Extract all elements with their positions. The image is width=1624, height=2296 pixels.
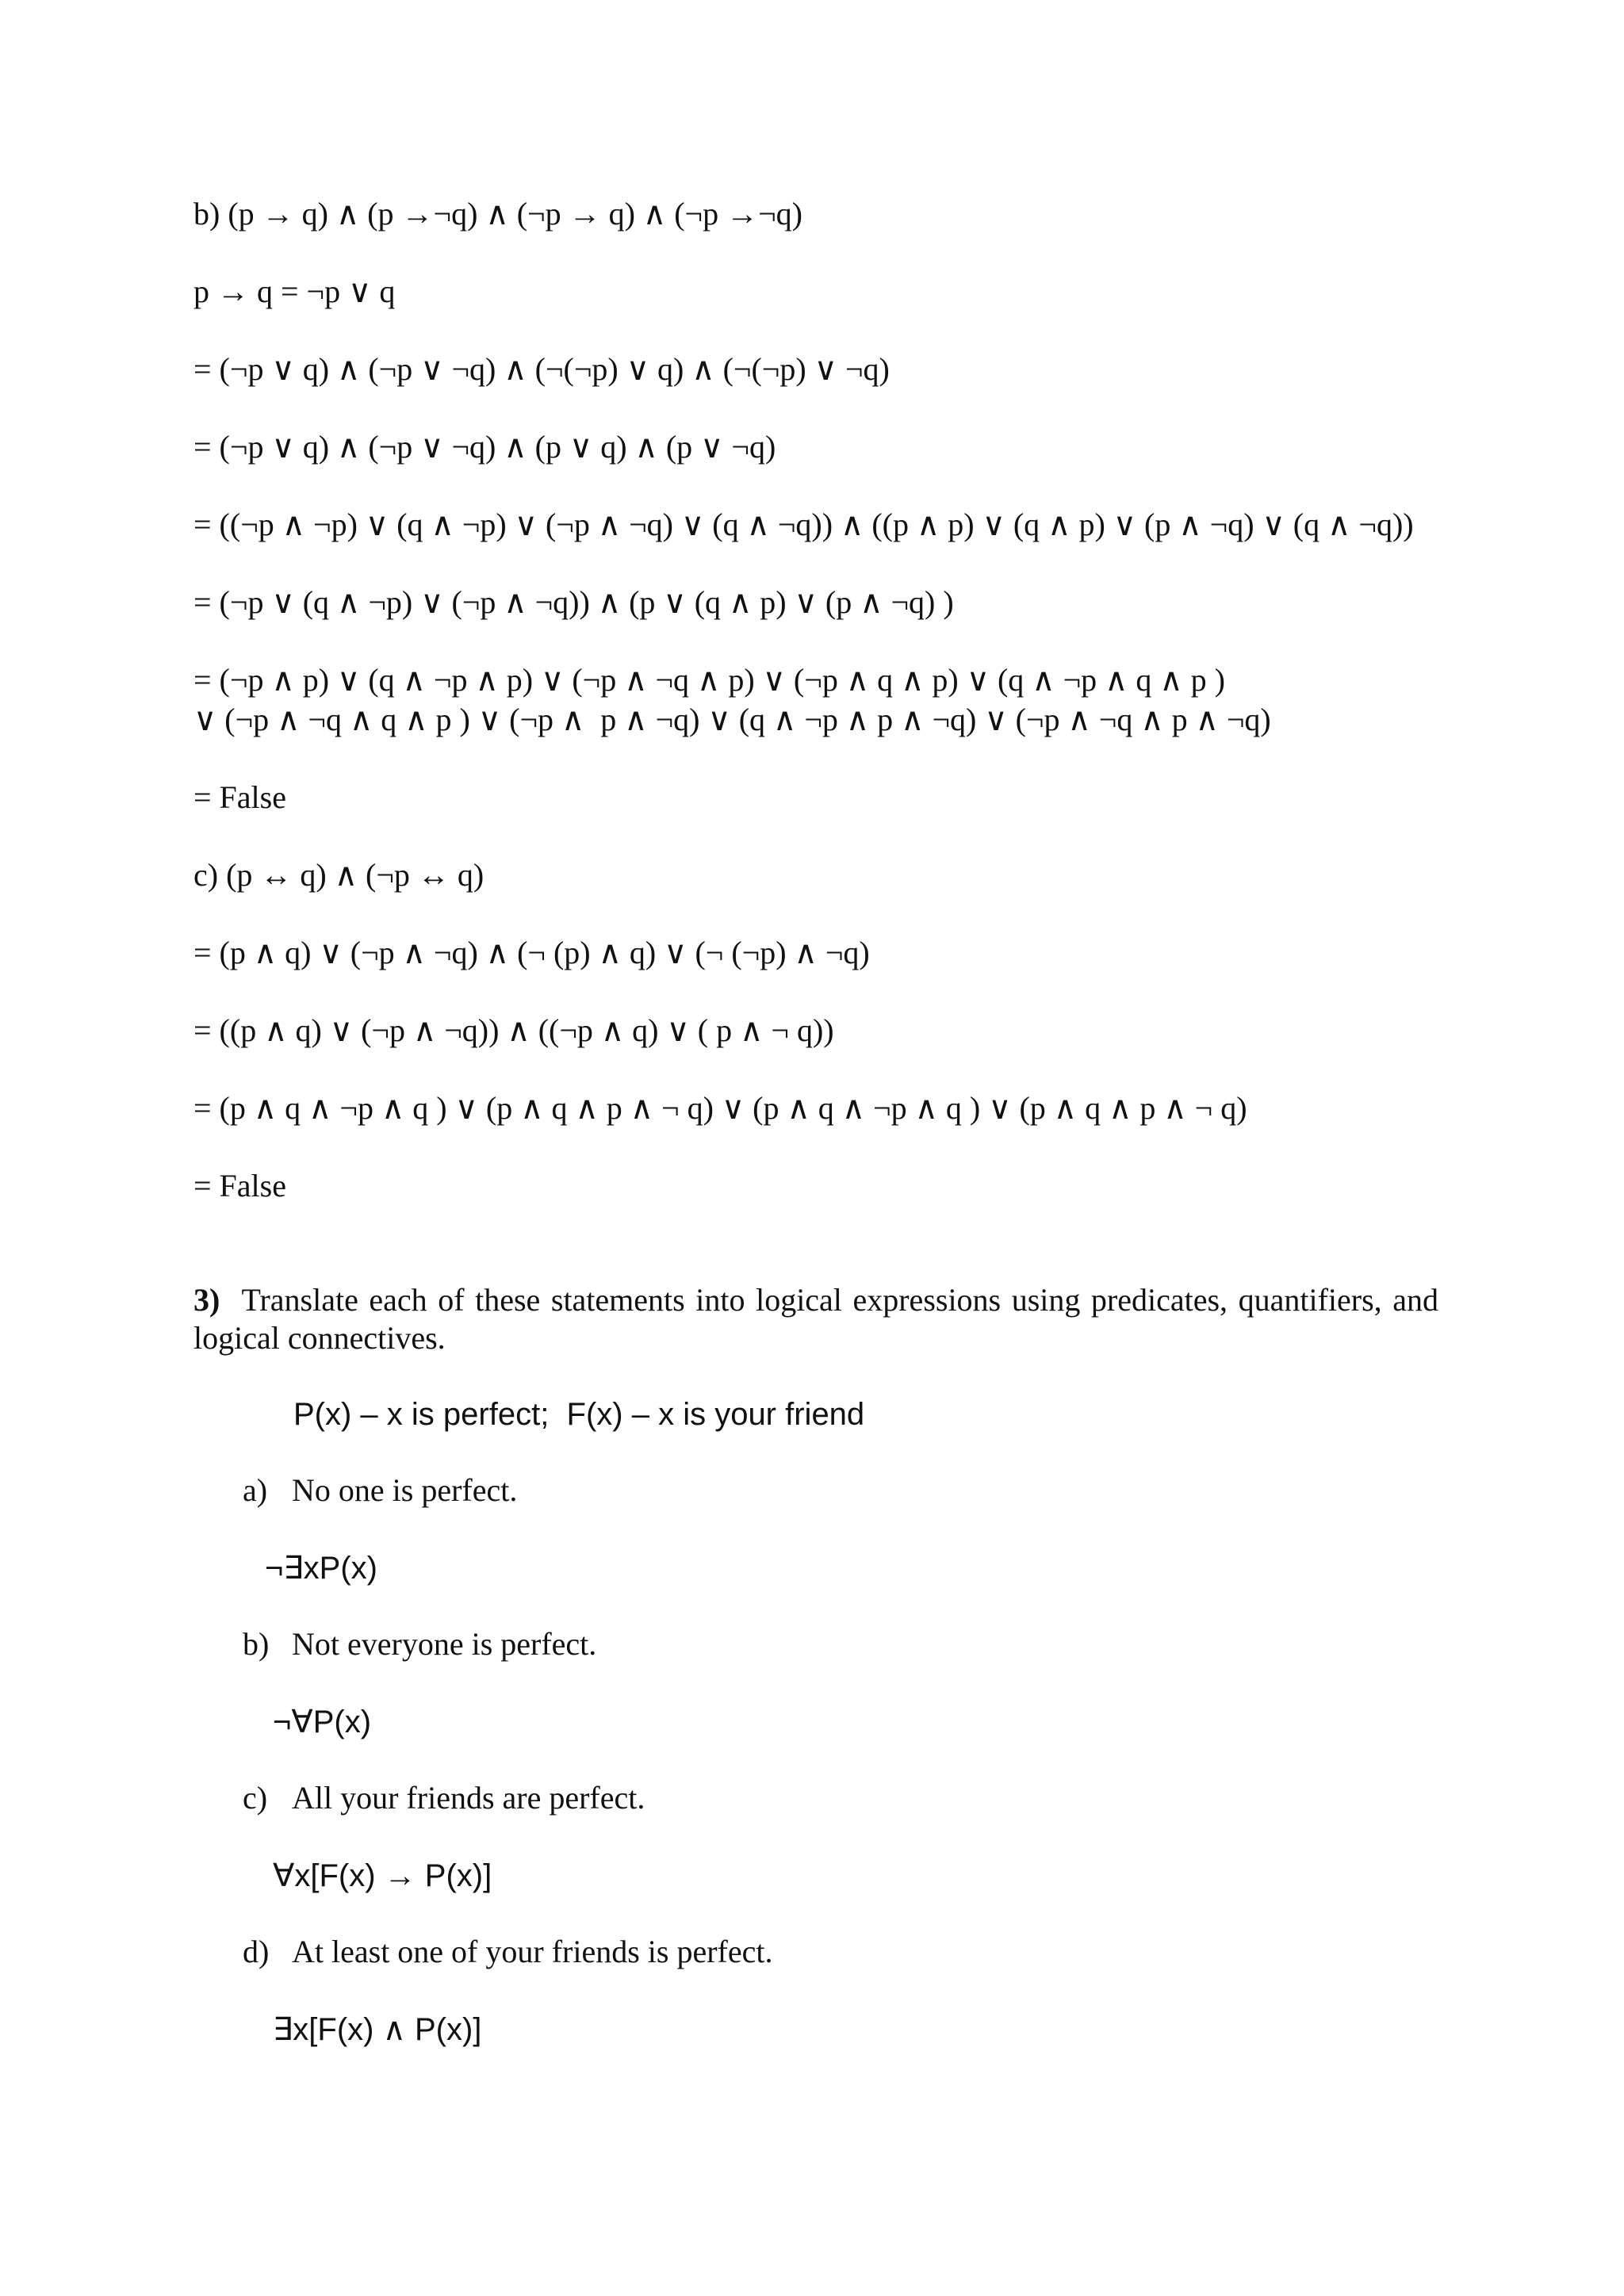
question-3-text: Translate each of these statements into logical expressions using predicates, quantifiers, and logical connectives.: [193, 1282, 1438, 1356]
part-b-step-1: p → q = ¬p ∨ q: [193, 274, 396, 309]
item-c-label: c): [243, 1780, 268, 1816]
predicate-definitions: P(x) – x is perfect; F(x) – x is your friend: [293, 1397, 865, 1432]
part-b-step-6-continued: ∨ (¬p ∧ ¬q ∧ q ∧ p ) ∨ (¬p ∧ p ∧ ¬q) ∨ (q ∧ ¬p ∧ p ∧ ¬q) ∨ (¬p ∧ ¬q ∧ p ∧ ¬q): [193, 702, 1271, 737]
question-3-item-b: [243, 1625, 596, 1663]
part-b-step-6: = (¬p ∧ p) ∨ (q ∧ ¬p ∧ p) ∨ (¬p ∧ ¬q ∧ p) ∨ (¬p ∧ q ∧ p) ∨ (q ∧ ¬p ∧ q ∧ p ): [193, 662, 1225, 698]
item-d-answer: ∃x[F(x) ∧ P(x)]: [273, 2012, 482, 2047]
part-c-step-1: = (p ∧ q) ∨ (¬p ∧ ¬q) ∧ (¬ (p) ∧ q) ∨ (¬ (¬p) ∧ ¬q): [193, 935, 870, 970]
part-b-step-2: = (¬p ∨ q) ∧ (¬p ∨ ¬q) ∧ (¬(¬p) ∨ q) ∧ (¬(¬p) ∨ ¬q): [193, 351, 890, 387]
item-b-answer: ¬∀P(x): [273, 1705, 372, 1739]
part-c-result: = False: [193, 1168, 286, 1203]
question-3-item-c: [243, 1779, 645, 1817]
item-b-statement: Not everyone is perfect.: [292, 1626, 597, 1662]
question-3-number: 3): [193, 1282, 220, 1318]
part-b-step-5: = (¬p ∨ (q ∧ ¬p) ∨ (¬p ∧ ¬q)) ∧ (p ∨ (q ∧ p) ∨ (p ∧ ¬q) ): [193, 584, 954, 620]
part-b-step-3: = (¬p ∨ q) ∧ (¬p ∨ ¬q) ∧ (p ∨ q) ∧ (p ∨ ¬q): [193, 429, 776, 465]
part-c-step-3: = (p ∧ q ∧ ¬p ∧ q ) ∨ (p ∧ q ∧ p ∧ ¬ q) ∨ (p ∧ q ∧ ¬p ∧ q ) ∨ (p ∧ q ∧ p ∧ ¬ q): [193, 1090, 1247, 1126]
item-b-label: b): [243, 1626, 270, 1662]
part-c-heading: c) (p ↔ q) ∧ (¬p ↔ q): [193, 857, 485, 893]
item-a-label: a): [243, 1472, 268, 1508]
part-b-heading: b) (p → q) ∧ (p →¬q) ∧ (¬p → q) ∧ (¬p →¬q): [193, 196, 802, 232]
item-a-answer: ¬∃xP(x): [265, 1551, 377, 1586]
part-b-step-4: = ((¬p ∧ ¬p) ∨ (q ∧ ¬p) ∨ (¬p ∧ ¬q) ∨ (q ∧ ¬q)) ∧ ((p ∧ p) ∨ (q ∧ p) ∨ (p ∧ ¬q) ∨ (q ∧ ¬q)): [193, 507, 1414, 542]
item-d-label: d): [243, 1934, 270, 1969]
question-3-prompt: [193, 1281, 1438, 1357]
item-c-answer: ∀x[F(x) → P(x)]: [273, 1858, 492, 1893]
item-d-statement: At least one of your friends is perfect.: [292, 1934, 773, 1969]
part-b-result: = False: [193, 779, 286, 815]
question-3-item-a: [243, 1471, 517, 1510]
item-c-statement: All your friends are perfect.: [292, 1780, 645, 1816]
item-a-statement: No one is perfect.: [292, 1472, 518, 1508]
question-3-item-d: [243, 1933, 772, 1971]
part-c-step-2: = ((p ∧ q) ∨ (¬p ∧ ¬q)) ∧ ((¬p ∧ q) ∨ ( p ∧ ¬ q)): [193, 1012, 834, 1048]
